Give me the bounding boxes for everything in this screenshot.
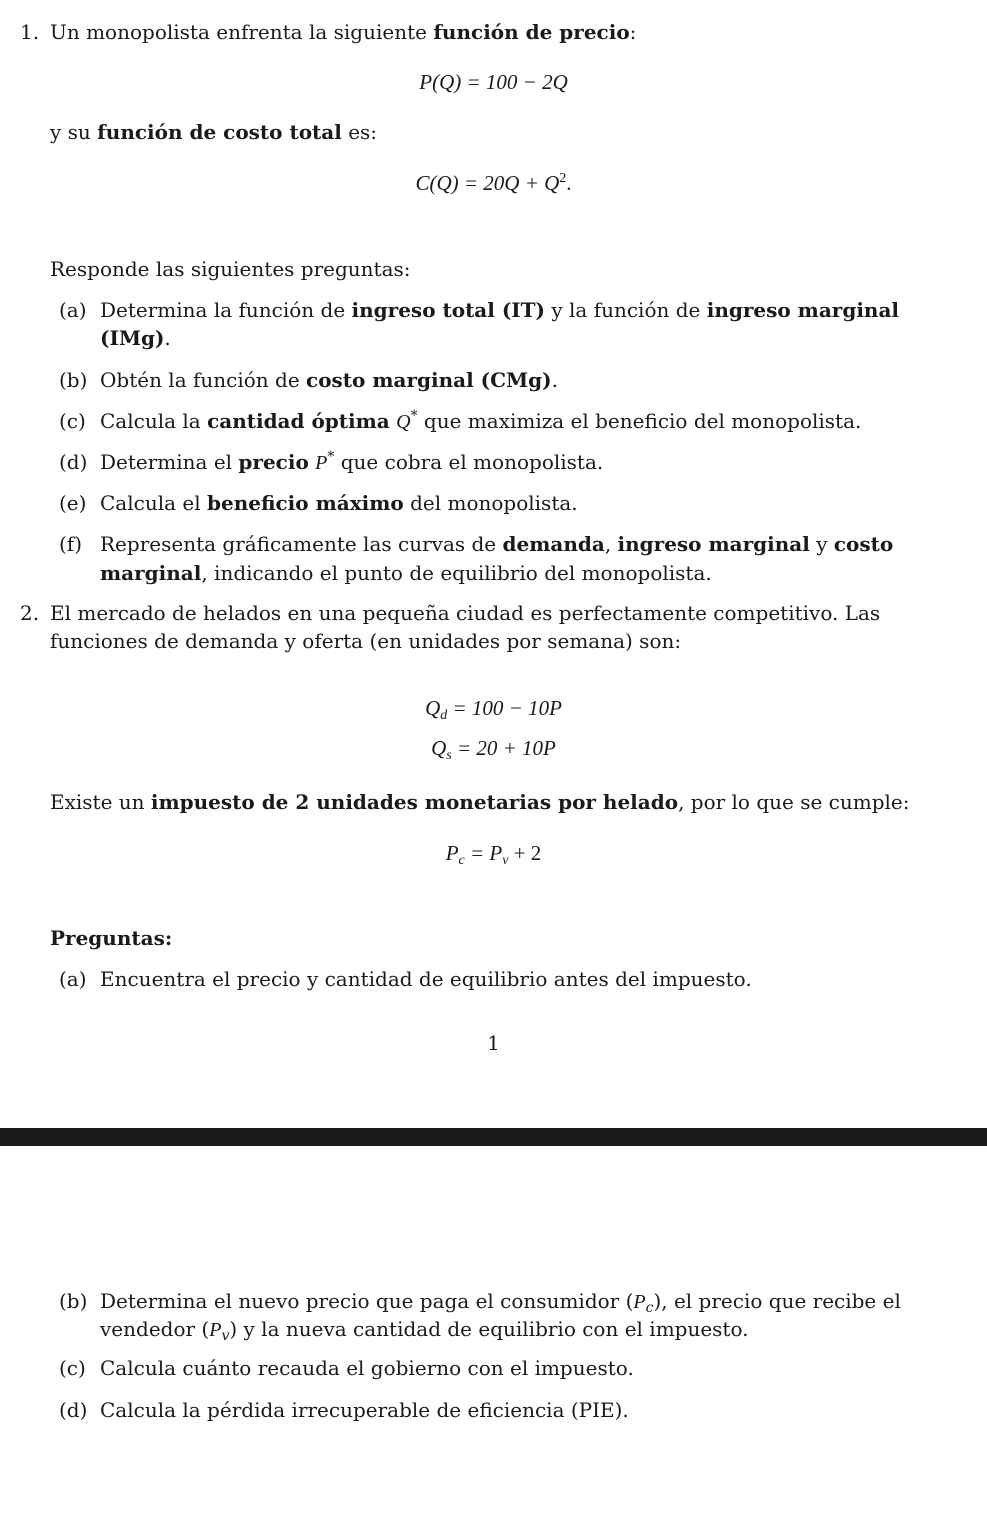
- p1-item-d: Determina el precio P* que cobra el monopolista.: [100, 449, 604, 474]
- tax-price-equation: $P_c = P_v + 2$: [445, 841, 542, 868]
- p1-item-f-line2: marginal, indicando el punto de equilibrio del monopolista.: [100, 561, 712, 585]
- demand-equation: $Q_d = 100 - 10P$: [425, 696, 562, 723]
- p2-item-a: Encuentra el precio y cantidad de equilibrio antes del impuesto.: [100, 967, 752, 991]
- item-label: (b): [59, 368, 88, 392]
- problem-2-intro-line2: funciones de demanda y oferta (en unidades por semana) son:: [50, 629, 682, 653]
- item-label: (d): [59, 1398, 88, 1422]
- supply-equation: $Q_s = 20 + 10P$: [431, 736, 556, 763]
- page-number: 1: [487, 1031, 500, 1055]
- p1-item-b: Obtén la función de costo marginal (CMg).: [100, 368, 558, 392]
- item-label: (f): [59, 532, 83, 556]
- p1-item-e: Calcula el beneficio máximo del monopolista.: [100, 491, 578, 515]
- item-label: (b): [59, 1289, 88, 1313]
- item-label: (e): [59, 491, 87, 515]
- item-label: (d): [59, 450, 88, 474]
- p1-item-a-line2: (IMg).: [100, 326, 171, 350]
- p2-item-c: Calcula cuánto recauda el gobierno con el impuesto.: [100, 1356, 634, 1380]
- page-divider-bar: [0, 1128, 987, 1146]
- responde-heading: Responde las siguientes preguntas:: [50, 257, 411, 281]
- cost-intro: y su función de costo total es:: [50, 120, 378, 144]
- p1-item-c: Calcula la cantidad óptima Q* que maximiza el beneficio del monopolista.: [100, 408, 862, 433]
- item-label: (a): [59, 298, 87, 322]
- problem-2-intro-line1: El mercado de helados en una pequeña ciudad es perfectamente competitivo. Las: [50, 601, 881, 625]
- problem-1-number: 1.: [20, 20, 40, 44]
- item-label: (c): [59, 409, 86, 433]
- p2-item-d: Calcula la pérdida irrecuperable de eficiencia (PIE).: [100, 1398, 629, 1422]
- p2-item-b-line2: vendedor $(P_v)$ y la nueva cantidad de equilibrio con el impuesto.: [100, 1317, 749, 1344]
- problem-1-intro: Un monopolista enfrenta la siguiente función de precio:: [50, 20, 637, 44]
- preguntas-heading: Preguntas:: [50, 926, 173, 950]
- item-label: (c): [59, 1356, 86, 1380]
- tax-statement: Existe un impuesto de 2 unidades monetarias por helado, por lo que se cumple:: [50, 790, 910, 814]
- item-label: (a): [59, 967, 87, 991]
- p1-item-f-line1: Representa gráficamente las curvas de demanda, ingreso marginal y costo: [100, 532, 894, 556]
- price-function-equation: P(Q) = 100 − 2Q: [419, 70, 568, 94]
- problem-2-number: 2.: [20, 601, 40, 625]
- cost-function-equation: $C(Q) = 20Q + Q^2$.: [415, 171, 572, 195]
- p1-item-a-line1: Determina la función de ingreso total (IT) y la función de ingreso marginal: [100, 298, 900, 322]
- p2-item-b-line1: Determina el nuevo precio que paga el consumidor $(P_c)$, el precio que recibe el: [100, 1289, 901, 1316]
